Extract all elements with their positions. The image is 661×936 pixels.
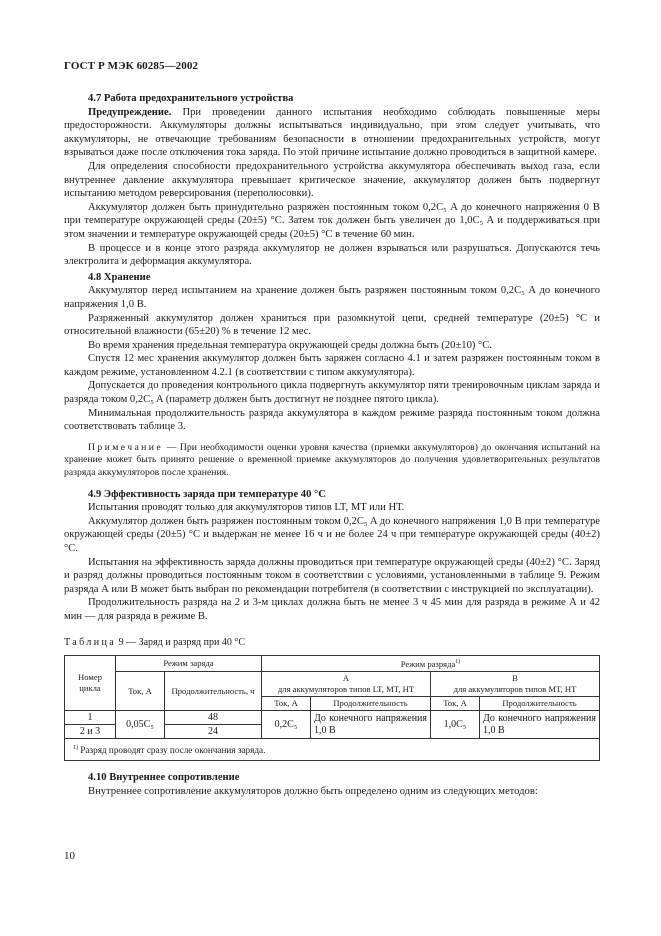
table-9-caption bbox=[64, 636, 600, 650]
s47-paragraph-4: В процессе и в конце этого разряда аккумулятор не должен взрываться или разрушаться. Допускаются течь электролита и деформация аккумулятора. bbox=[64, 242, 600, 268]
th-mode-a-sub: для аккумуляторов типов LT, MT, HT bbox=[277, 684, 415, 695]
table-9 bbox=[64, 655, 600, 761]
s48-note bbox=[64, 442, 600, 480]
footnote-text: Разряд проводят сразу после окончания заряда. bbox=[78, 745, 266, 756]
th-a-duration: Продолжительность bbox=[311, 697, 431, 711]
s47-paragraph-3: Аккумулятор должен быть принудительно разряжен постоянным током 0,2C₅ A до конечного напряжения 0 В при температуре окружающей среды (20±5) °C. Затем ток должен быть увеличен до 1,0C₅ A и поддерживаться при этом значении и температуре окружающей среды (20±5) °C в течение 60 мин. bbox=[64, 201, 600, 240]
th-mode-a-label: А bbox=[342, 673, 350, 684]
cell-duration-48: 48 bbox=[165, 711, 262, 725]
s48-paragraph-6: Минимальная продолжительность разряда аккумулятора в каждом режиме разряда постоянным током должна соответствовать таблице 3. bbox=[64, 407, 600, 433]
cell-cycle-2-3: 2 и 3 bbox=[65, 725, 116, 739]
th-discharge-label: Режим разряда bbox=[400, 659, 456, 670]
s48-paragraph-4: Спустя 12 мес хранения аккумулятор должен быть заряжен согласно 4.1 и затем разряжен постоянным током в каждом режиме, установленном 4.2.1 (в соответствии с типом аккумулятора). bbox=[64, 353, 600, 378]
caption-label: Таблица bbox=[64, 636, 117, 648]
page-content bbox=[64, 60, 600, 798]
s49-paragraph-1: Испытания проводят только для аккумуляторов типов LT, MT или HT. bbox=[88, 502, 405, 514]
th-a-current: Ток, А bbox=[262, 697, 311, 711]
note-text: — При необходимости оценки уровня качества (приемки аккумуляторов) до окончания испытаний на хранение может быть принято решение о временной приемке аккумуляторов до получения удовлетворительных результатов разряда аккумуляторов после хранения. bbox=[64, 441, 600, 479]
s49-paragraph-4: Продолжительность разряда на 2 и 3-м циклах должна быть не менее 3 ч 45 мин для разряда в режиме А и 42 мин — для разряда в режиме В. bbox=[64, 597, 600, 622]
th-discharge-mode bbox=[262, 656, 600, 672]
s410-paragraph-1: Внутреннее сопротивление аккумуляторов должно быть определено одним из следующих методов: bbox=[88, 785, 538, 797]
note-label: Примечание bbox=[88, 441, 164, 453]
th-mode-a bbox=[262, 672, 431, 697]
section-4-8-title: 4.8 Хранение bbox=[88, 271, 151, 283]
s49-paragraph-2: Аккумулятор должен быть разряжен постоянным током 0,2C₅ A до конечного напряжения 1,0 В при температуре окружающей среды (20±5) °C и выдержан не менее 16 ч и не более 24 ч при температуре окружающей среды (40±2) °C. bbox=[64, 515, 600, 554]
warning-text: При проведении данного испытания необходимо соблюдать повышенные меры предосторожности. Аккумуляторы должны испытываться индивидуально, при этом следует учитывать, что аккумуляторы, не отвечающие требованиям безопасности в отношении предохранительных устройств, могут взрываться даже после отключения тока заряда. По этой причине испытание должно проводиться в защитной камере. bbox=[64, 106, 600, 159]
th-cycle: Номер цикла bbox=[65, 656, 116, 711]
footnote-mark: 1) bbox=[73, 745, 78, 752]
th-b-duration: Продолжительность bbox=[480, 697, 600, 711]
s48-paragraph-1: Аккумулятор перед испытанием на хранение должен быть разряжен постоянным током 0,2C₅ A до конечного напряжения 1,0 В. bbox=[64, 285, 600, 310]
table-footnote bbox=[65, 739, 600, 761]
document-header: ГОСТ Р МЭК 60285—2002 bbox=[64, 60, 199, 72]
section-4-10-title: 4.10 Внутреннее сопротивление bbox=[88, 772, 240, 784]
s48-paragraph-3: Во время хранения предельная температура окружающей среды должна быть (20±10) °C. bbox=[88, 339, 492, 351]
cell-a-current: 0,2C₅ bbox=[262, 711, 311, 739]
cell-b-duration: До конечного напряжения 1,0 В bbox=[480, 711, 600, 739]
cell-b-current: 1,0C₅ bbox=[431, 711, 480, 739]
th-charge-current: Ток, А bbox=[116, 672, 165, 711]
page-number: 10 bbox=[64, 850, 75, 862]
section-4-7-title: 4.7 Работа предохранительного устройства bbox=[88, 93, 294, 104]
table-row bbox=[65, 711, 600, 725]
warning-label: Предупреждение. bbox=[88, 106, 172, 118]
th-b-current: Ток, А bbox=[431, 697, 480, 711]
s49-paragraph-3: Испытания на эффективность заряда должны проводиться при температуре окружающей среды (40±2) °C. Заряд и разряд должны проводиться постоянным током в соответствии с условиями, установленными в таблице 9. Режим разряда А или В может быть выбран по рекомендации потребителя (в соответствии с инструкцией по эксплуатации). bbox=[64, 556, 600, 595]
th-mode-b bbox=[431, 672, 600, 697]
section-4-9-title: 4.9 Эффективность заряда при температуре 40 °C bbox=[88, 488, 326, 500]
caption-text: 9 — Заряд и разряд при 40 °C bbox=[116, 636, 246, 648]
th-mode-b-sub: для аккумуляторов типов MT, HT bbox=[453, 684, 577, 695]
s47-paragraph-2: Для определения способности предохранительного устройства аккумулятора обеспечивать выход газа, если внутреннее давление аккумулятора превышает критическое значение, аккумулятор должен быть подвергнут испытанию методом реверсирования (переполюсовки). bbox=[64, 160, 600, 200]
cell-a-duration: До конечного напряжения 1,0 В bbox=[311, 711, 431, 739]
s48-paragraph-5: Допускается до проведения контрольного цикла подвергнуть аккумулятор пяти тренировочным циклам заряда и разряда током 0,2C₅ A (параметр должен быть достигнут не позднее пятого цикла). bbox=[64, 380, 600, 406]
cell-charge-current: 0,05C₅ bbox=[116, 711, 165, 739]
th-charge-duration: Продолжительность, ч bbox=[165, 672, 262, 711]
cell-duration-24: 24 bbox=[165, 725, 262, 739]
th-charge-mode: Режим заряда bbox=[116, 656, 262, 672]
s48-paragraph-2: Разряженный аккумулятор должен храниться при разомкнутой цепи, средней температуре (20±5) °C и относительной влажности (65±20) % в течение 12 мес. bbox=[64, 312, 600, 338]
s47-warning bbox=[64, 106, 600, 160]
th-mode-b-label: В bbox=[512, 673, 518, 684]
th-discharge-sup: 1) bbox=[455, 659, 461, 666]
cell-cycle-1: 1 bbox=[65, 711, 116, 725]
